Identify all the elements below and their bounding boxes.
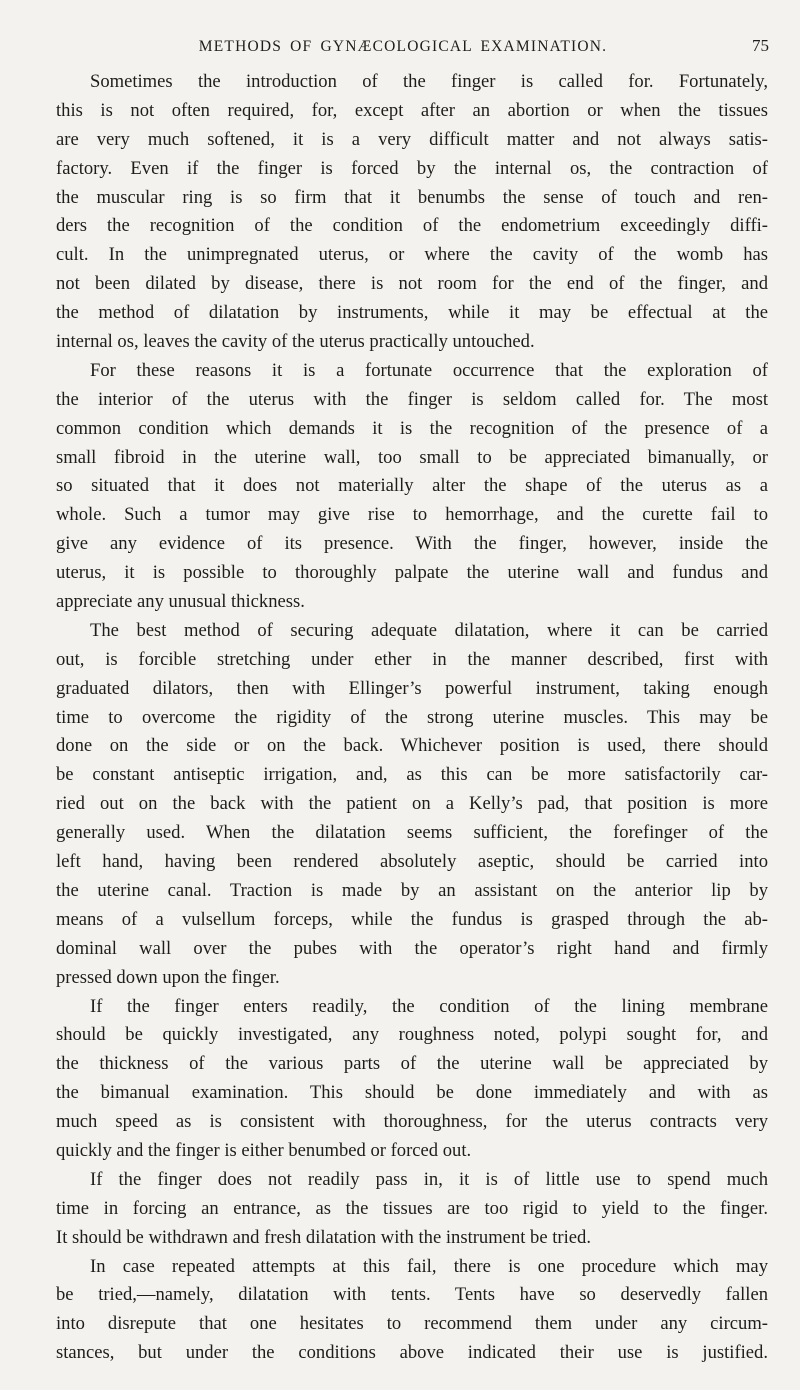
text-line: out, is forcible stretching under ether in the manner described, first with (56, 648, 768, 670)
text-line: For these reasons it is a fortunate occurrence that the exploration of (90, 359, 768, 381)
text-line: be tried,—namely, dilatation with tents. Tents have so deservedly fallen (56, 1284, 768, 1306)
text-line: so situated that it does not materially alter the shape of the uterus as a (56, 475, 768, 497)
text-line: If the finger enters readily, the condition of the lining membrane (90, 995, 768, 1017)
text-line: small fibroid in the uterine wall, too small to be appreciated bimanually, or (56, 446, 768, 468)
text-line: pressed down upon the finger. (56, 966, 280, 988)
text-line: whole. Such a tumor may give rise to hemorrhage, and the curette fail to (56, 504, 768, 526)
text-line: left hand, having been rendered absolutely aseptic, should be carried into (56, 851, 768, 873)
text-line: the uterine canal. Traction is made by an assistant on the anterior lip by (56, 879, 768, 901)
text-line: into disrepute that one hesitates to recommend them under any circum- (56, 1313, 768, 1335)
text-line: factory. Even if the finger is forced by the internal os, the contraction of (56, 157, 768, 179)
page-number: 75 (752, 36, 769, 55)
text-line: appreciate any unusual thickness. (56, 591, 305, 613)
text-line: give any evidence of its presence. With the finger, however, inside the (56, 533, 768, 555)
text-line: time in forcing an entrance, as the tissues are too rigid to yield to the finger. (56, 1197, 768, 1219)
text-line: means of a vulsellum forceps, while the fundus is grasped through the ab- (56, 908, 768, 930)
text-line: the thickness of the various parts of the uterine wall be appreciated by (56, 1053, 768, 1075)
text-line: It should be withdrawn and fresh dilatation with the instrument be tried. (56, 1226, 591, 1248)
text-line: much speed as is consistent with thoroughness, for the uterus contracts very (56, 1111, 768, 1133)
text-line: the method of dilatation by instruments, while it may be effectual at the (56, 302, 768, 324)
text-line: are very much softened, it is a very difficult matter and not always satis- (56, 128, 768, 150)
text-line: graduated dilators, then with Ellinger’s powerful instrument, taking enough (56, 677, 768, 699)
running-head: METHODS OF GYNÆCOLOGICAL EXAMINATION. (198, 38, 608, 55)
text-line: common condition which demands it is the recognition of the presence of a (56, 417, 768, 439)
text-line: If the finger does not readily pass in, it is of little use to spend much (90, 1168, 768, 1190)
text-line: this is not often required, for, except after an abortion or when the tissues (56, 99, 768, 121)
text-line: done on the side or on the back. Whichever position is used, there should (56, 735, 768, 757)
text-line: cult. In the unimpregnated uterus, or where the cavity of the womb has (56, 244, 768, 266)
text-line: generally used. When the dilatation seems sufficient, the forefinger of the (56, 822, 768, 844)
text-line: the muscular ring is so firm that it benumbs the sense of touch and ren- (56, 186, 768, 208)
text-line: The best method of securing adequate dilatation, where it can be carried (90, 619, 768, 641)
body-text (56, 68, 768, 1368)
text-line: should be quickly investigated, any roughness noted, polypi sought for, and (56, 1024, 768, 1046)
text-line: quickly and the finger is either benumbed or forced out. (56, 1139, 472, 1161)
text-line: time to overcome the rigidity of the strong uterine muscles. This may be (56, 706, 768, 728)
text-line: dominal wall over the pubes with the operator’s right hand and firmly (56, 937, 768, 959)
text-line: be constant antiseptic irrigation, and, as this can be more satisfactorily car- (56, 764, 768, 786)
text-line: In case repeated attempts at this fail, there is one procedure which may (90, 1255, 768, 1277)
text-line: stances, but under the conditions above indicated their use is justified. (56, 1342, 768, 1364)
text-line: ders the recognition of the condition of the endometrium exceedingly diffi- (56, 215, 768, 237)
text-line: the bimanual examination. This should be done immediately and with as (56, 1082, 768, 1104)
text-line: internal os, leaves the cavity of the uterus practically untouched. (56, 331, 535, 353)
text-line: uterus, it is possible to thoroughly palpate the uterine wall and fundus and (56, 562, 768, 584)
text-line: not been dilated by disease, there is not room for the end of the finger, and (56, 273, 768, 295)
text-line: the interior of the uterus with the finger is seldom called for. The most (56, 388, 768, 410)
text-line: Sometimes the introduction of the finger is called for. Fortunately, (90, 71, 768, 92)
text-line: ried out on the back with the patient on a Kelly’s pad, that position is more (56, 793, 768, 815)
